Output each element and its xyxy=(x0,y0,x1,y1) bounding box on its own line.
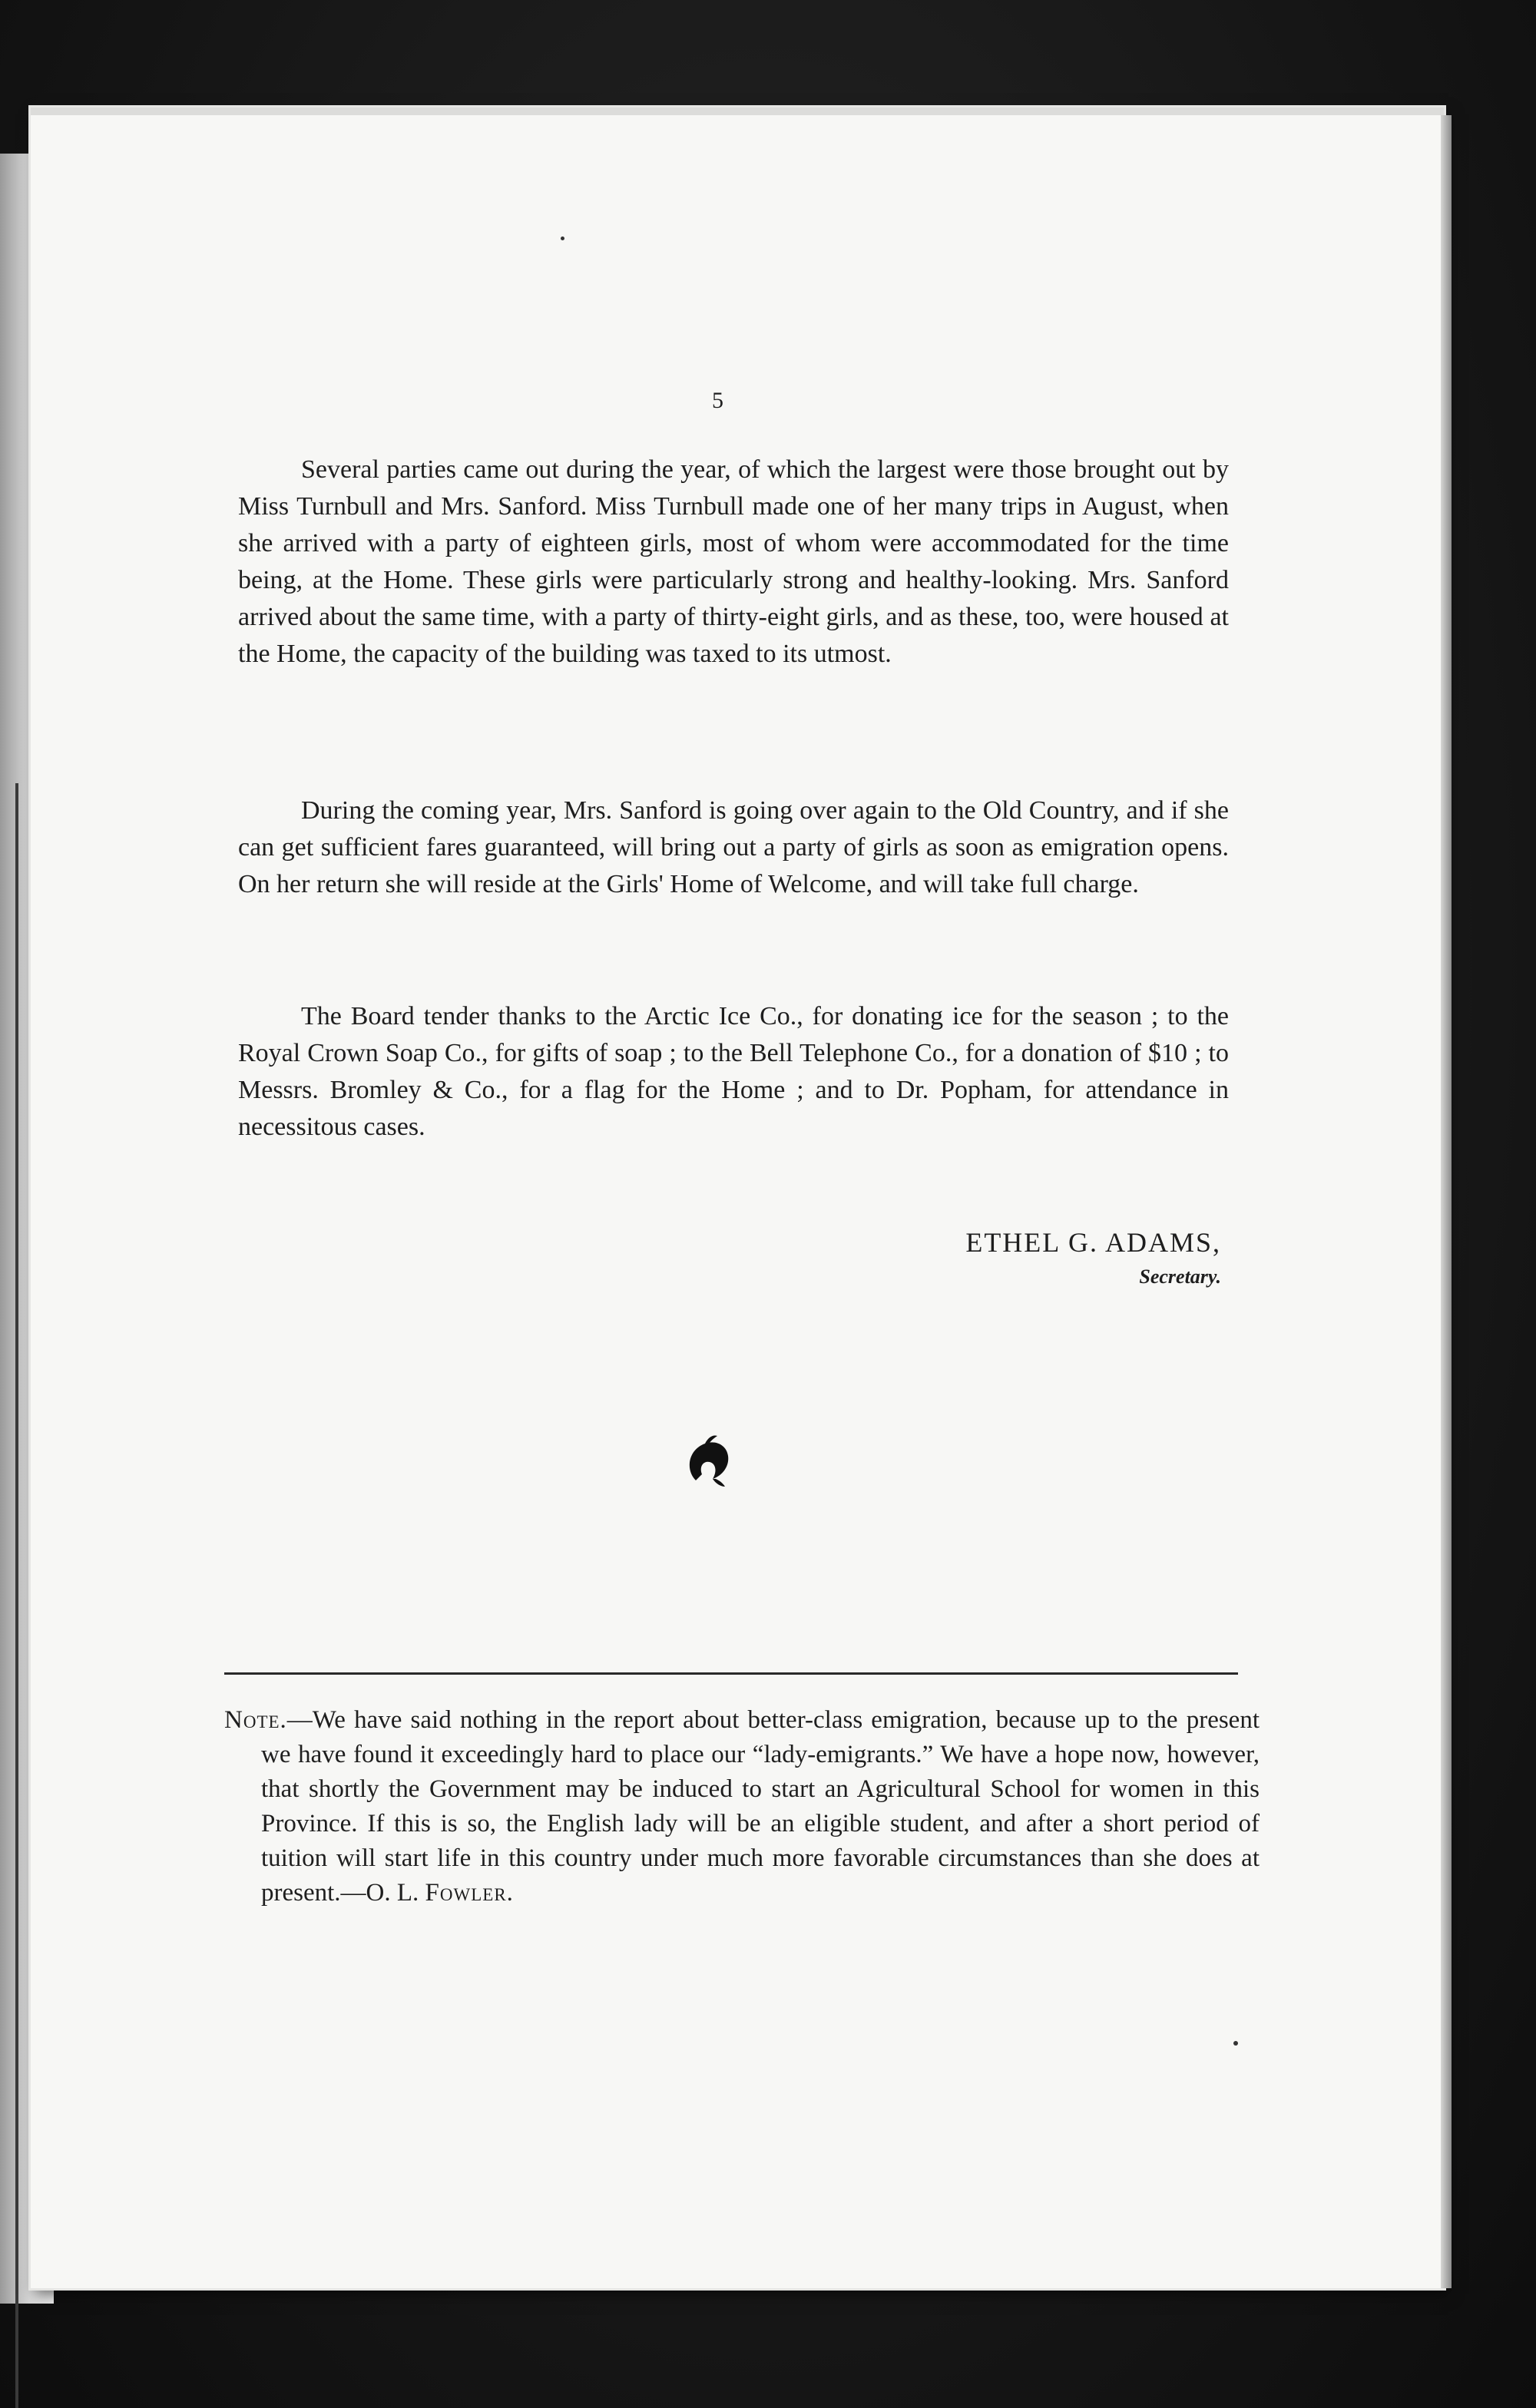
footnote-author: Fowler. xyxy=(425,1879,514,1907)
footnote xyxy=(224,1703,1260,1910)
page-number: 5 xyxy=(712,388,724,413)
underlying-page-fold xyxy=(15,783,18,2408)
paragraph-thanks: The Board tender thanks to the Arctic Ice Co., for donating ice for the season ; to the Royal Crown Soap Co., for gifts of soap ; to the Bell Telephone Co., for a donation of $10 ; to Messrs. Bromley & Co., for a flag for the Home ; and to Dr. Popham, for attendance in necessitous cases. xyxy=(238,1002,1229,1141)
paragraph-parties: Several parties came out during the year, of which the largest were those brought out by Miss Turnbull and Mrs. Sanford. Miss Turnbull made one of her many trips in August, when she arrived with a party of eighteen girls, most of whom were accommodated for the time being, at the Home. These girls were particularly strong and healthy-looking. Mrs. Sanford arrived about the same time, with a party of thirty-eight girls, and as these, too, were housed at the Home, the capacity of the building was taxed to its utmost. xyxy=(238,455,1229,668)
signature-block xyxy=(791,1223,1221,1292)
signature-name: ETHEL G. ADAMS, xyxy=(965,1227,1221,1258)
paragraph-coming-year: During the coming year, Mrs. Sanford is going over again to the Old Country, and if she can get sufficient fares guaranteed, will bring out a party of girls as soon as emigration opens. On her return she will reside at the Girls' Home of Welcome, and will take full charge. xyxy=(238,796,1229,898)
page-right-edge xyxy=(1441,115,1452,2288)
scan-speck xyxy=(1233,2041,1238,2046)
footnote-lead: Note. xyxy=(224,1706,287,1734)
scan-speck xyxy=(561,237,564,240)
document-page xyxy=(31,108,1444,2288)
note-divider-rule xyxy=(224,1672,1238,1675)
signature-title: Secretary. xyxy=(1139,1265,1221,1288)
leaf-ornament-icon xyxy=(682,1433,736,1494)
footnote-body: —We have said nothing in the report about better-class emigration, because up to the present we have found it exceedingly hard to place our “lady-emigrants.” We have a hope now, however, that shortly the Government may be induced to start an Agricultural School for women in this Province. If this is so, the English lady will be an eligible student, and after a short period of tuition will start life in this country under much more favorable circumstances than she does at present.—O. L. xyxy=(261,1706,1260,1907)
